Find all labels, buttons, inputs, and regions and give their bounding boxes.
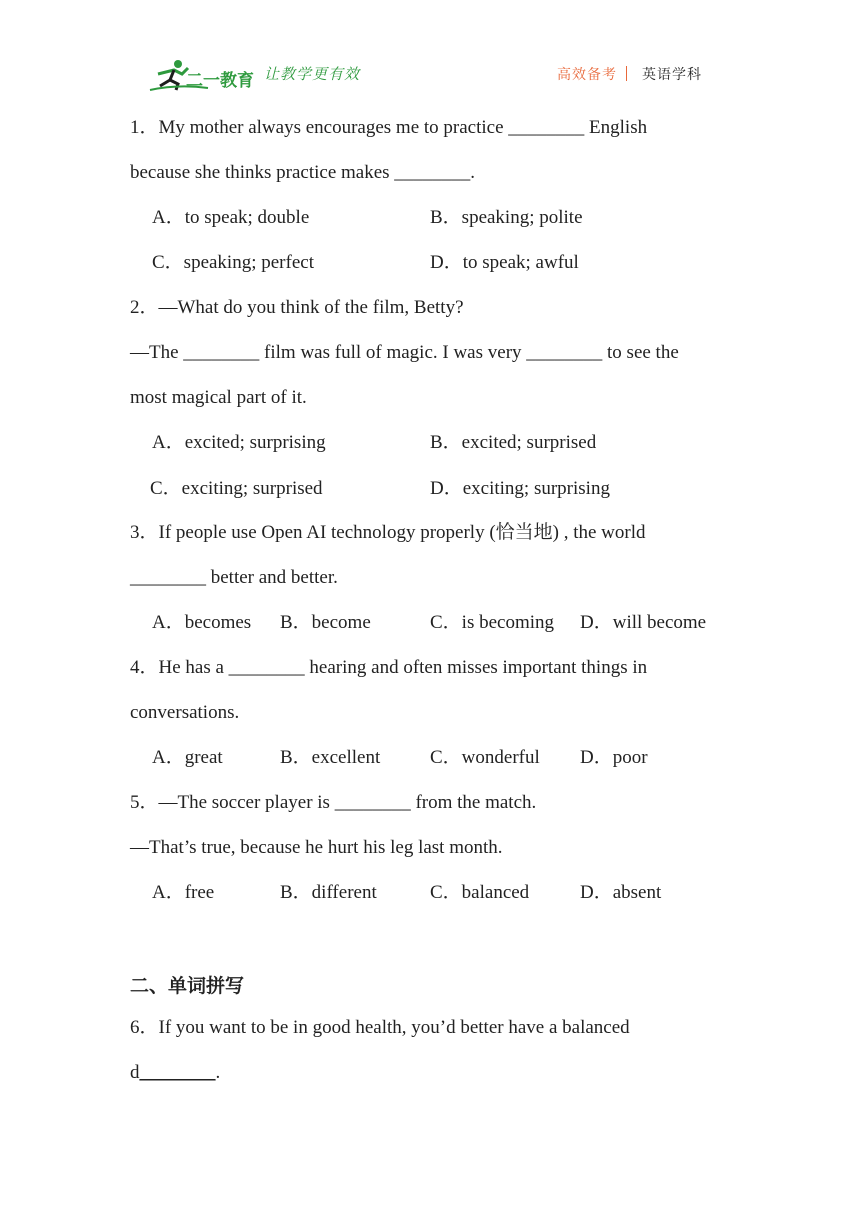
question-3-option-c: C．is becoming — [430, 612, 555, 633]
slogan: 让教学更有效 — [264, 65, 361, 83]
question-4-option-a: A．great — [152, 747, 223, 768]
header-tag-left: 高效备考 — [557, 67, 617, 83]
question-1-option-d: D．to speak; awful — [430, 252, 579, 273]
question-2-option-c: C．exciting; surprised — [150, 478, 323, 499]
question-3-text: 3．If people use Open AI technology properly (恰当地) , the world — [130, 522, 646, 543]
question-5-option-b: B．different — [280, 882, 377, 903]
question-2-text-cont: —The ________ film was full of magic. I was very ________ to see the — [130, 342, 679, 363]
header-tag-right: 英语学科 — [642, 67, 702, 83]
question-1-text: 1．My mother always encourages me to practice ________ English — [130, 117, 648, 138]
question-4-text-cont: conversations. — [130, 702, 240, 723]
question-2-option-d: D．exciting; surprising — [430, 478, 610, 499]
answer-suffix: . — [215, 1062, 221, 1083]
question-5-option-a: A．free — [152, 882, 215, 903]
question-6-answer-line — [130, 1061, 220, 1085]
question-1-text-cont: because she thinks practice makes ________. — [130, 162, 476, 183]
question-1-option-c: C．speaking; perfect — [152, 252, 314, 273]
section-title: 二、单词拼写 — [130, 975, 245, 997]
question-3-option-a: A．becomes — [152, 612, 252, 633]
question-4-option-d: D．poor — [580, 747, 648, 768]
question-5-option-d: D．absent — [580, 882, 662, 903]
answer-prefix: d — [130, 1062, 140, 1083]
question-5-text: 5．—The soccer player is ________ from the match. — [130, 792, 537, 813]
question-2-text-cont2: most magical part of it. — [130, 387, 307, 408]
question-1-option-a: A．to speak; double — [152, 207, 310, 228]
question-3-option-b: B．become — [280, 612, 371, 633]
question-1-option-b: B．speaking; polite — [430, 207, 583, 228]
question-2-option-a: A．excited; surprising — [152, 432, 326, 453]
question-4-option-b: B．excellent — [280, 747, 381, 768]
question-3-text-cont: ________ better and better. — [130, 567, 338, 588]
question-3-option-d: D．will become — [580, 612, 707, 633]
answer-blank[interactable]: ________ — [139, 1062, 216, 1083]
question-2-option-b: B．excited; surprised — [430, 432, 597, 453]
brand-logo — [148, 58, 260, 92]
svg-text:二一教育: 二一教育 — [186, 71, 254, 91]
page-header — [0, 0, 860, 100]
runner-logo-icon — [148, 58, 260, 92]
question-4-text: 4．He has a ________ hearing and often misses important things in — [130, 657, 648, 678]
question-4-option-c: C．wonderful — [430, 747, 540, 768]
question-5-text-cont: —That’s true, because he hurt his leg last month. — [130, 837, 503, 858]
question-5-option-c: C．balanced — [430, 882, 530, 903]
question-2-text: 2．—What do you think of the film, Betty? — [130, 297, 464, 318]
question-6-text: 6．If you want to be in good health, you’d better have a balanced — [130, 1017, 630, 1038]
header-divider — [626, 66, 627, 81]
